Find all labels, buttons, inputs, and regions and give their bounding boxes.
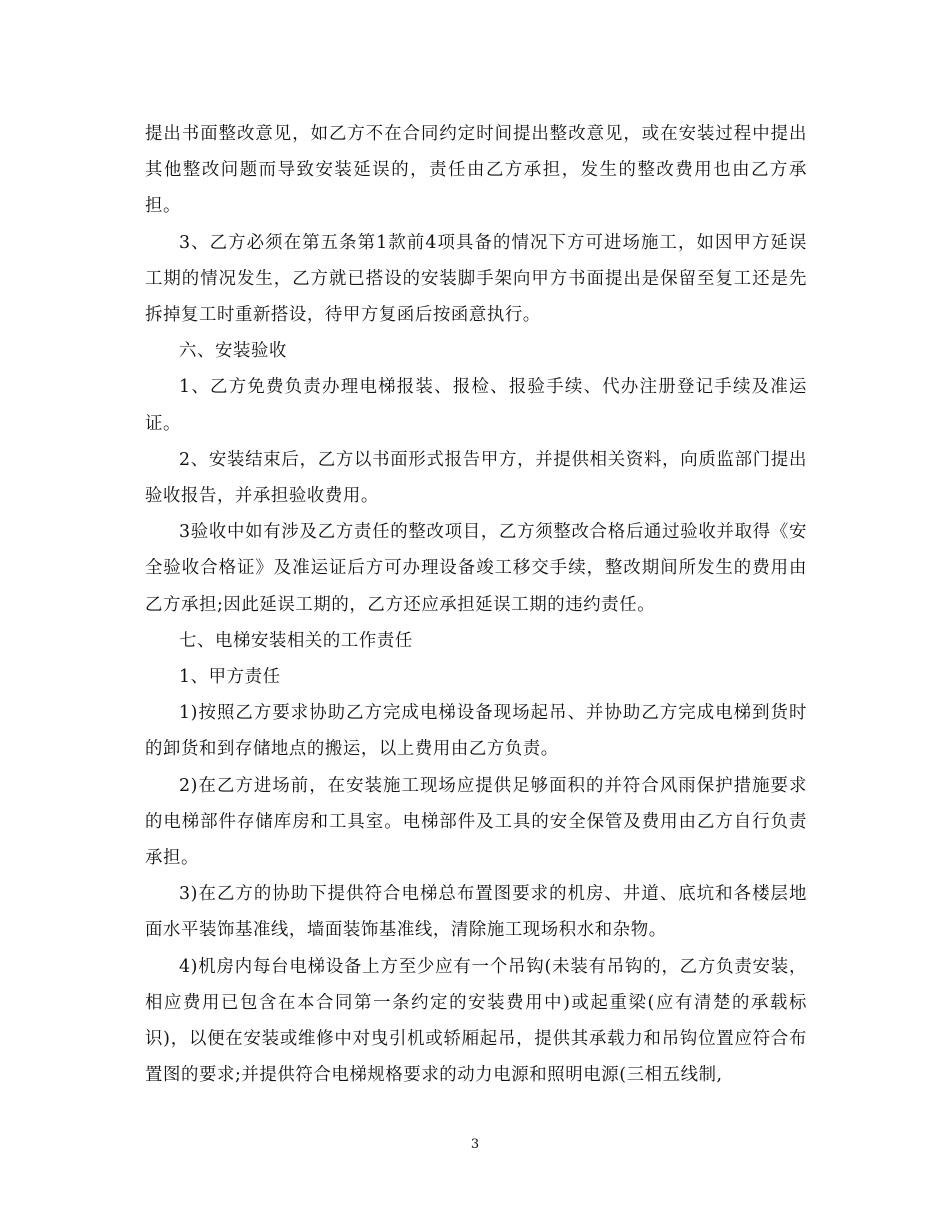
paragraph-7: 2)在乙方进场前，在安装施工现场应提供足够面积的并符合风雨保护措施要求的电梯部件存储库房和工具室。电梯部件及工具的安全保管及费用由乙方自行负责承担。 (145, 775, 807, 869)
paragraph-5: 3验收中如有涉及乙方责任的整改项目，乙方须整改合格后通过验收并取得《安全验收合格证》及准运证后方可办理设备竣工移交手续，整改期间所发生的费用由乙方承担;因此延误工期的，乙方还应承担延误工期的违约责任。 (145, 522, 807, 615)
page-number: 3 (470, 1137, 480, 1152)
document-body (145, 116, 807, 1093)
paragraph-8: 3)在乙方的协助下提供符合电梯总布置图要求的机房、井道、底坑和各楼层地面水平装饰基准线，墙面装饰基准线，清除施工现场积水和杂物。 (145, 884, 807, 941)
paragraph-2: 3、乙方必须在第五条第1款前4项具备的情况下方可进场施工，如因甲方延误工期的情况发生，乙方就已搭设的安装脚手架向甲方书面提出是保留至复工还是先拆掉复工时重新搭设，待甲方复函后按函意执行。 (145, 232, 807, 326)
paragraph-9: 4)机房内每台电梯设备上方至少应有一个吊钩(未装有吊钩的，乙方负责安装，相应费用已包含在本合同第一条约定的安装费用中)或起重梁(应有清楚的承载标识)，以便在安装或维修中对曳引机或轿厢起吊，提供其承载力和吊钩位置应符合布置图的要求;并提供符合电梯规格要求的动力电源和照明电源(三相五线制, (145, 956, 807, 1086)
paragraph-6: 1)按照乙方要求协助乙方完成电梯设备现场起吊、并协助乙方完成电梯到货时的卸货和到存储地点的搬运，以上费用由乙方负责。 (145, 703, 807, 760)
paragraph-3: 1、乙方免费负责办理电梯报装、报检、报验手续、代办注册登记手续及准运证。 (145, 377, 807, 434)
paragraph-4: 2、安装结束后，乙方以书面形式报告甲方，并提供相关资料，向质监部门提出验收报告，并承担验收费用。 (145, 449, 807, 507)
section-heading-6: 六、安装验收 (179, 341, 287, 362)
subsection-heading-1: 1、甲方责任 (179, 667, 281, 688)
paragraph-1: 提出书面整改意见，如乙方不在合同约定时间提出整改意见，或在安装过程中提出其他整改问题而导致安装延误的，责任由乙方承担，发生的整改费用也由乙方承担。 (145, 124, 807, 217)
section-heading-7: 七、电梯安装相关的工作责任 (179, 630, 413, 651)
